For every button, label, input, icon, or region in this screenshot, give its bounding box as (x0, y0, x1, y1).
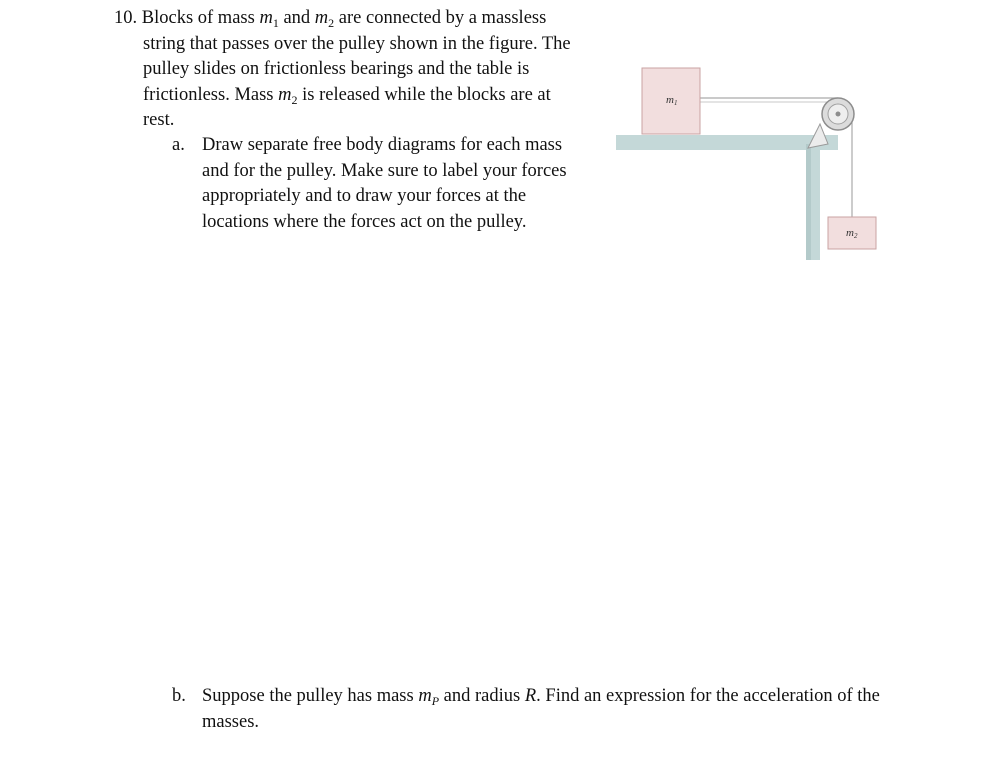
pulley-figure (612, 64, 892, 264)
part-a (172, 133, 572, 235)
part-b-text: Suppose the pulley has mass $m_P$ and radius R. Find an expression for the acceleration of the masses. (202, 686, 880, 732)
problem-intro: 10. Blocks of mass $m_1$ and $m_2$ are connected by a massless string that passes over the pulley shown in the figure. The pulley slides on frictionless bearings and the table is frictionless. Mass $m_2$ is released while the blocks are at rest. (114, 8, 571, 130)
part-b (172, 683, 932, 735)
table-side-shadow (806, 144, 811, 260)
block-m1-label: m1 (666, 94, 678, 107)
pulley-diagram (612, 64, 892, 264)
table-top (616, 135, 838, 150)
block-m2-label: m2 (846, 227, 858, 240)
part-b-label: b. (172, 686, 186, 706)
part-a-label: a. (172, 135, 185, 155)
pulley-axle (836, 112, 841, 117)
problem-statement (114, 6, 574, 134)
problem-number: 10. (114, 8, 138, 28)
part-a-text: Draw separate free body diagrams for each mass and for the pulley. Make sure to label your forces appropriately and to draw your forces at the locations where the forces act on the pulley. (202, 135, 567, 232)
